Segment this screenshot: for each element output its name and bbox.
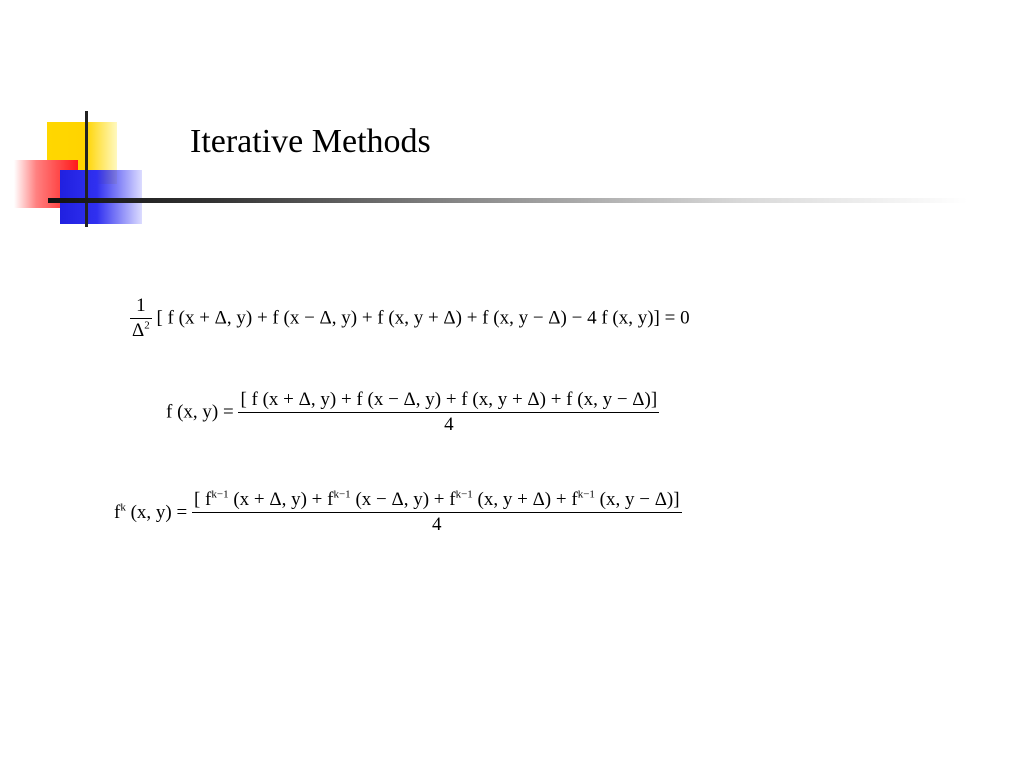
blue-square — [60, 170, 142, 224]
slide-logo-decoration — [0, 0, 150, 240]
equation-1-body: [ f (x + Δ, y) + f (x − Δ, y) + f (x, y + Δ) + f (x, y − Δ) − 4 f (x, y)] = 0 — [156, 307, 690, 329]
equation-1 — [130, 294, 690, 343]
equation-3 — [114, 488, 682, 537]
fraction-denominator: 4 — [444, 414, 454, 435]
fraction-numerator: [ f (x + Δ, y) + f (x − Δ, y) + f (x, y + Δ) + f (x, y − Δ)] — [240, 389, 658, 410]
title-underline-rule — [48, 198, 968, 203]
equation-2 — [166, 388, 659, 437]
fraction-one-over-delta-squared — [130, 294, 152, 343]
equation-3-fraction — [192, 488, 682, 537]
vertical-rule — [85, 111, 88, 227]
fraction-denominator: 4 — [432, 514, 442, 535]
slide-title: Iterative Methods — [190, 123, 431, 160]
equation-2-fraction — [238, 388, 659, 437]
fraction-denominator: $\Delta^2$ — [132, 319, 150, 341]
equation-2-lhs: f (x, y) = — [166, 401, 234, 423]
equation-3-lhs: $f^k$ (x, y) = — [114, 501, 188, 523]
fraction-numerator: [ $f^{k-1}$ (x + Δ, $y) + f^{k-1}$ (x − Δ, $y) + f^{k-1}$ (x, $y + \Delta) + f^{k-1}$ (x, y − Δ)] — [193, 488, 680, 510]
fraction-numerator: 1 — [136, 295, 146, 316]
